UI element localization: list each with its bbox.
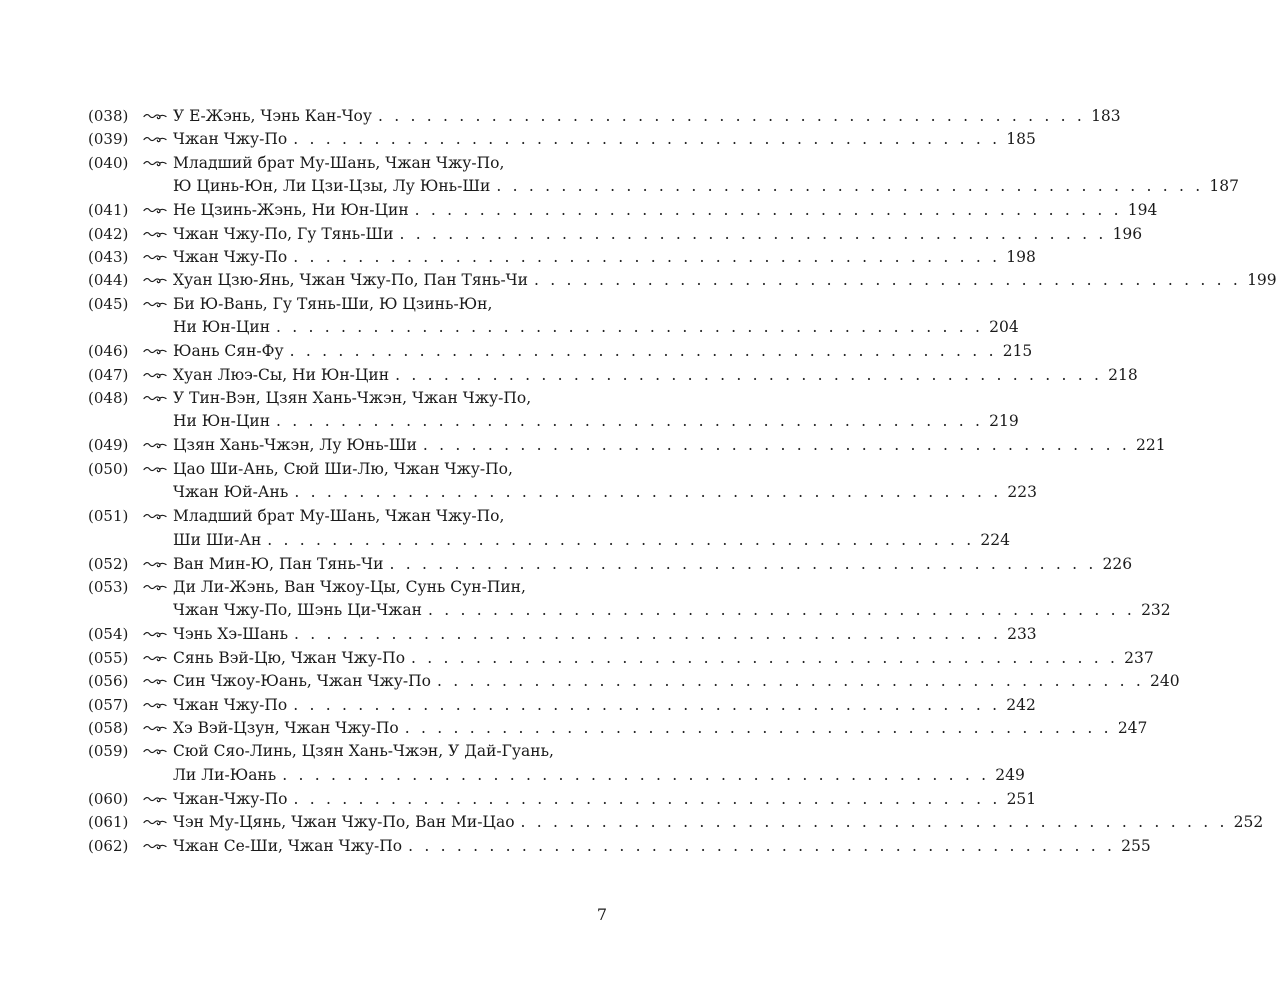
entry-number: (055) [88,648,129,667]
entry-title: Младший брат Му-Шань, Чжан Чжу-По, [173,507,505,526]
entry-line [173,552,1133,576]
entry-number: (062) [88,836,129,855]
dot-leader: . . . . . . . . . . . . . . . . . . . . . . . . . . . . . . . . . . . . . . . . . . . . [293,130,1001,149]
swirl-ornament-icon [143,675,167,687]
dot-leader: . . . . . . . . . . . . . . . . . . . . . . . . . . . . . . . . . . . . . . . . . . . . [293,248,1001,266]
dot-leader: . . . . . . . . . . . . . . . . . . . . . . . . . . . . . . . . . . . . . . . . . . . . [496,177,1204,196]
dot-leader: . . . . . . . . . . . . . . . . . . . . . . . . . . . . . . . . . . . . . . . . . . . . [534,271,1242,290]
entry-title: Син Чжоу-Юань, Чжан Чжу-По [173,672,431,691]
entry-number: (041) [88,201,129,220]
entry-number: (042) [88,224,129,243]
entry-number: (038) [88,107,129,125]
entry-title: Юань Сян-Фу [173,342,284,361]
entry-line [173,457,603,481]
entry-page-number: 204 [989,318,1019,337]
entry-line [173,787,1037,811]
swirl-ornament-icon [143,439,167,451]
entry-number: (045) [88,294,129,313]
entry-page-number: 187 [1209,177,1240,196]
dot-leader: . . . . . . . . . . . . . . . . . . . . . . . . . . . . . . . . . . . . . . . . . . . . [411,648,1119,667]
entry-number: (040) [88,153,129,172]
entry-page-number: 215 [1002,342,1033,361]
dot-leader: . . . . . . . . . . . . . . . . . . . . . . . . . . . . . . . . . . . . . . . . . . . . [428,601,1136,620]
entry-page-number: 247 [1117,719,1148,737]
entry-page-number: 183 [1091,107,1121,125]
dot-leader: . . . . . . . . . . . . . . . . . . . . . . . . . . . . . . . . . . . . . . . . . . . . [422,436,1130,455]
entry-number: (050) [88,459,129,478]
entry-line [173,292,603,316]
entry-page-number: 233 [1007,625,1037,644]
entry-line [173,409,1019,433]
entry-number: (049) [88,436,129,455]
entry-line [173,622,1037,646]
entry-page-number: 242 [1006,695,1036,714]
entry-line [173,198,1158,222]
entry-page-number: 185 [1006,130,1036,149]
swirl-ornament-icon [143,133,167,145]
entry-number: (061) [88,813,129,832]
entry-number: (059) [88,742,129,761]
entry-page-number: 252 [1233,813,1264,832]
entry-page-number: 223 [1007,483,1037,502]
entry-number: (051) [88,507,129,526]
entry-number: (048) [88,389,129,407]
entry-line [173,245,1036,269]
dot-leader: . . . . . . . . . . . . . . . . . . . . . . . . . . . . . . . . . . . . . . . . . . . . [293,789,1001,808]
entry-title: Чжан-Чжу-По [173,789,288,808]
entry-line [173,386,603,410]
entry-title: Чжан Чжу-По, Шэнь Ци-Чжан [173,601,422,620]
dot-leader: . . . . . . . . . . . . . . . . . . . . . . . . . . . . . . . . . . . . . . . . . . . . [289,342,997,361]
entry-line [173,739,603,763]
entry-number: (054) [88,625,129,644]
dot-leader: . . . . . . . . . . . . . . . . . . . . . . . . . . . . . . . . . . . . . . . . . . . . [395,365,1103,384]
entry-title: У Тин-Вэн, Цзян Хань-Чжэн, Чжан Чжу-По, [173,389,532,407]
swirl-ornament-icon [143,463,167,475]
entry-title: Ши Ши-Ан [173,530,262,549]
entry-title: Цао Ши-Ань, Сюй Ши-Лю, Чжан Чжу-По, [173,459,513,478]
dot-leader: . . . . . . . . . . . . . . . . . . . . . . . . . . . . . . . . . . . . . . . . . . . . [276,412,984,431]
swirl-ornament-icon [143,345,167,357]
page-number: 7 [596,905,607,924]
entry-number: (053) [88,578,129,596]
swirl-ornament-icon [143,157,167,169]
entry-page-number: 198 [1006,248,1036,266]
entry-line [173,268,1277,292]
entry-number: (047) [88,365,129,384]
entry-page-number: 219 [989,412,1019,431]
entry-title: Чжан Юй-Ань [173,483,289,502]
dot-leader: . . . . . . . . . . . . . . . . . . . . . . . . . . . . . . . . . . . . . . . . . . . . [408,836,1116,855]
entry-page-number: 194 [1127,201,1158,220]
entry-line [173,174,1240,198]
entry-title: Чжан Чжу-По, Гу Тянь-Ши [173,224,394,243]
entry-line [173,480,1037,504]
entry-line [173,575,603,599]
swirl-ornament-icon [143,251,167,263]
dot-leader: . . . . . . . . . . . . . . . . . . . . . . . . . . . . . . . . . . . . . . . . . . . . [294,483,1002,502]
entry-page-number: 251 [1006,789,1037,808]
dot-leader: . . . . . . . . . . . . . . . . . . . . . . . . . . . . . . . . . . . . . . . . . . . . [389,554,1097,573]
entry-title: Чжан Чжу-По [173,248,288,266]
dot-leader: . . . . . . . . . . . . . . . . . . . . . . . . . . . . . . . . . . . . . . . . . . . . [293,695,1001,714]
swirl-ornament-icon [143,722,167,734]
entry-title: Чэн Му-Цянь, Чжан Чжу-По, Ван Ми-Цао [173,813,515,832]
dot-leader: . . . . . . . . . . . . . . . . . . . . . . . . . . . . . . . . . . . . . . . . . . . . [267,530,975,549]
entry-line [173,315,1019,339]
entry-title: Би Ю-Вань, Гу Тянь-Ши, Ю Цзинь-Юн, [173,294,493,313]
entry-title: Младший брат Му-Шань, Чжан Чжу-По, [173,153,505,172]
entry-title: Ли Ли-Юань [173,765,277,784]
entry-number: (039) [88,130,129,149]
entry-number: (043) [88,248,129,266]
dot-leader: . . . . . . . . . . . . . . . . . . . . . . . . . . . . . . . . . . . . . . . . . . . . [378,107,1086,125]
entry-title: Сянь Вэй-Цю, Чжан Чжу-По [173,648,406,667]
entry-line [173,598,1171,622]
entry-line [173,834,1151,858]
dot-leader: . . . . . . . . . . . . . . . . . . . . . . . . . . . . . . . . . . . . . . . . . . . . [399,224,1107,243]
swirl-ornament-icon [143,699,167,711]
swirl-ornament-icon [143,745,167,757]
swirl-ornament-icon [143,816,167,828]
entry-page-number: 199 [1247,271,1277,290]
entry-number: (058) [88,719,129,737]
dot-leader: . . . . . . . . . . . . . . . . . . . . . . . . . . . . . . . . . . . . . . . . . . . . [404,719,1112,737]
swirl-ornament-icon [143,628,167,640]
entry-title: Ю Цинь-Юн, Ли Цзи-Цзы, Лу Юнь-Ши [173,177,491,196]
entry-number: (046) [88,342,129,361]
entry-title: Хуан Люэ-Сы, Ни Юн-Цин [173,365,390,384]
entry-title: Ни Юн-Цин [173,412,271,431]
entry-number: (044) [88,271,129,290]
entry-title: Чжан Се-Ши, Чжан Чжу-По [173,836,403,855]
entry-page-number: 218 [1108,365,1138,384]
entry-number: (056) [88,672,129,691]
entry-page-number: 237 [1124,648,1154,667]
entry-line [173,104,1121,128]
entry-line [173,716,1148,740]
entry-line [173,433,1166,457]
dot-leader: . . . . . . . . . . . . . . . . . . . . . . . . . . . . . . . . . . . . . . . . . . . . [294,625,1002,644]
swirl-ornament-icon [143,369,167,381]
entry-line [173,693,1036,717]
entry-line [173,363,1138,387]
entry-line [173,810,1264,834]
swirl-ornament-icon [143,793,167,805]
dot-leader: . . . . . . . . . . . . . . . . . . . . . . . . . . . . . . . . . . . . . . . . . . . . [520,813,1228,832]
entry-line [173,669,1180,693]
dot-leader: . . . . . . . . . . . . . . . . . . . . . . . . . . . . . . . . . . . . . . . . . . . . [436,672,1144,691]
entry-line [173,127,1036,151]
entry-page-number: 196 [1112,224,1143,243]
swirl-ornament-icon [143,228,167,240]
entry-line [173,222,1143,246]
entry-title: Сюй Сяо-Линь, Цзян Хань-Чжэн, У Дай-Гуань, [173,742,554,761]
entry-title: У Е-Жэнь, Чэнь Кан-Чоу [173,107,372,125]
entry-line [173,646,1154,670]
dot-leader: . . . . . . . . . . . . . . . . . . . . . . . . . . . . . . . . . . . . . . . . . . . . [414,201,1122,220]
entry-title: Хуан Цзю-Янь, Чжан Чжу-По, Пан Тянь-Чи [173,271,528,290]
entry-page-number: 240 [1150,672,1180,691]
swirl-ornament-icon [143,392,167,404]
entry-title: Ни Юн-Цин [173,318,271,337]
entry-page-number: 221 [1135,436,1166,455]
entry-line [173,763,1025,787]
dot-leader: . . . . . . . . . . . . . . . . . . . . . . . . . . . . . . . . . . . . . . . . . . . . [276,318,984,337]
entry-title: Чжан Чжу-По [173,695,288,714]
entry-page-number: 226 [1102,554,1133,573]
entry-page-number: 224 [980,530,1010,549]
swirl-ornament-icon [143,581,167,593]
entry-page-number: 232 [1141,601,1171,620]
swirl-ornament-icon [143,652,167,664]
swirl-ornament-icon [143,298,167,310]
entry-title: Чэнь Хэ-Шань [173,625,289,644]
dot-leader: . . . . . . . . . . . . . . . . . . . . . . . . . . . . . . . . . . . . . . . . . . . . [282,765,990,784]
entry-line [173,339,1033,363]
entry-line [173,504,603,528]
swirl-ornament-icon [143,110,167,122]
entry-title: Не Цзинь-Жэнь, Ни Юн-Цин [173,201,409,220]
entry-line [173,151,603,175]
entry-number: (060) [88,789,129,808]
entry-title: Чжан Чжу-По [173,130,288,149]
entry-page-number: 249 [995,765,1025,784]
entry-title: Хэ Вэй-Цзун, Чжан Чжу-По [173,719,399,737]
swirl-ornament-icon [143,204,167,216]
entry-number: (057) [88,695,129,714]
entry-number: (052) [88,554,129,573]
entry-title: Цзян Хань-Чжэн, Лу Юнь-Ши [173,436,417,455]
swirl-ornament-icon [143,840,167,852]
entry-title: Ди Ли-Жэнь, Ван Чжоу-Цы, Сунь Сун-Пин, [173,578,526,596]
entry-title: Ван Мин-Ю, Пан Тянь-Чи [173,554,384,573]
swirl-ornament-icon [143,510,167,522]
swirl-ornament-icon [143,274,167,286]
entry-page-number: 255 [1121,836,1151,855]
entry-line [173,528,1010,552]
swirl-ornament-icon [143,558,167,570]
